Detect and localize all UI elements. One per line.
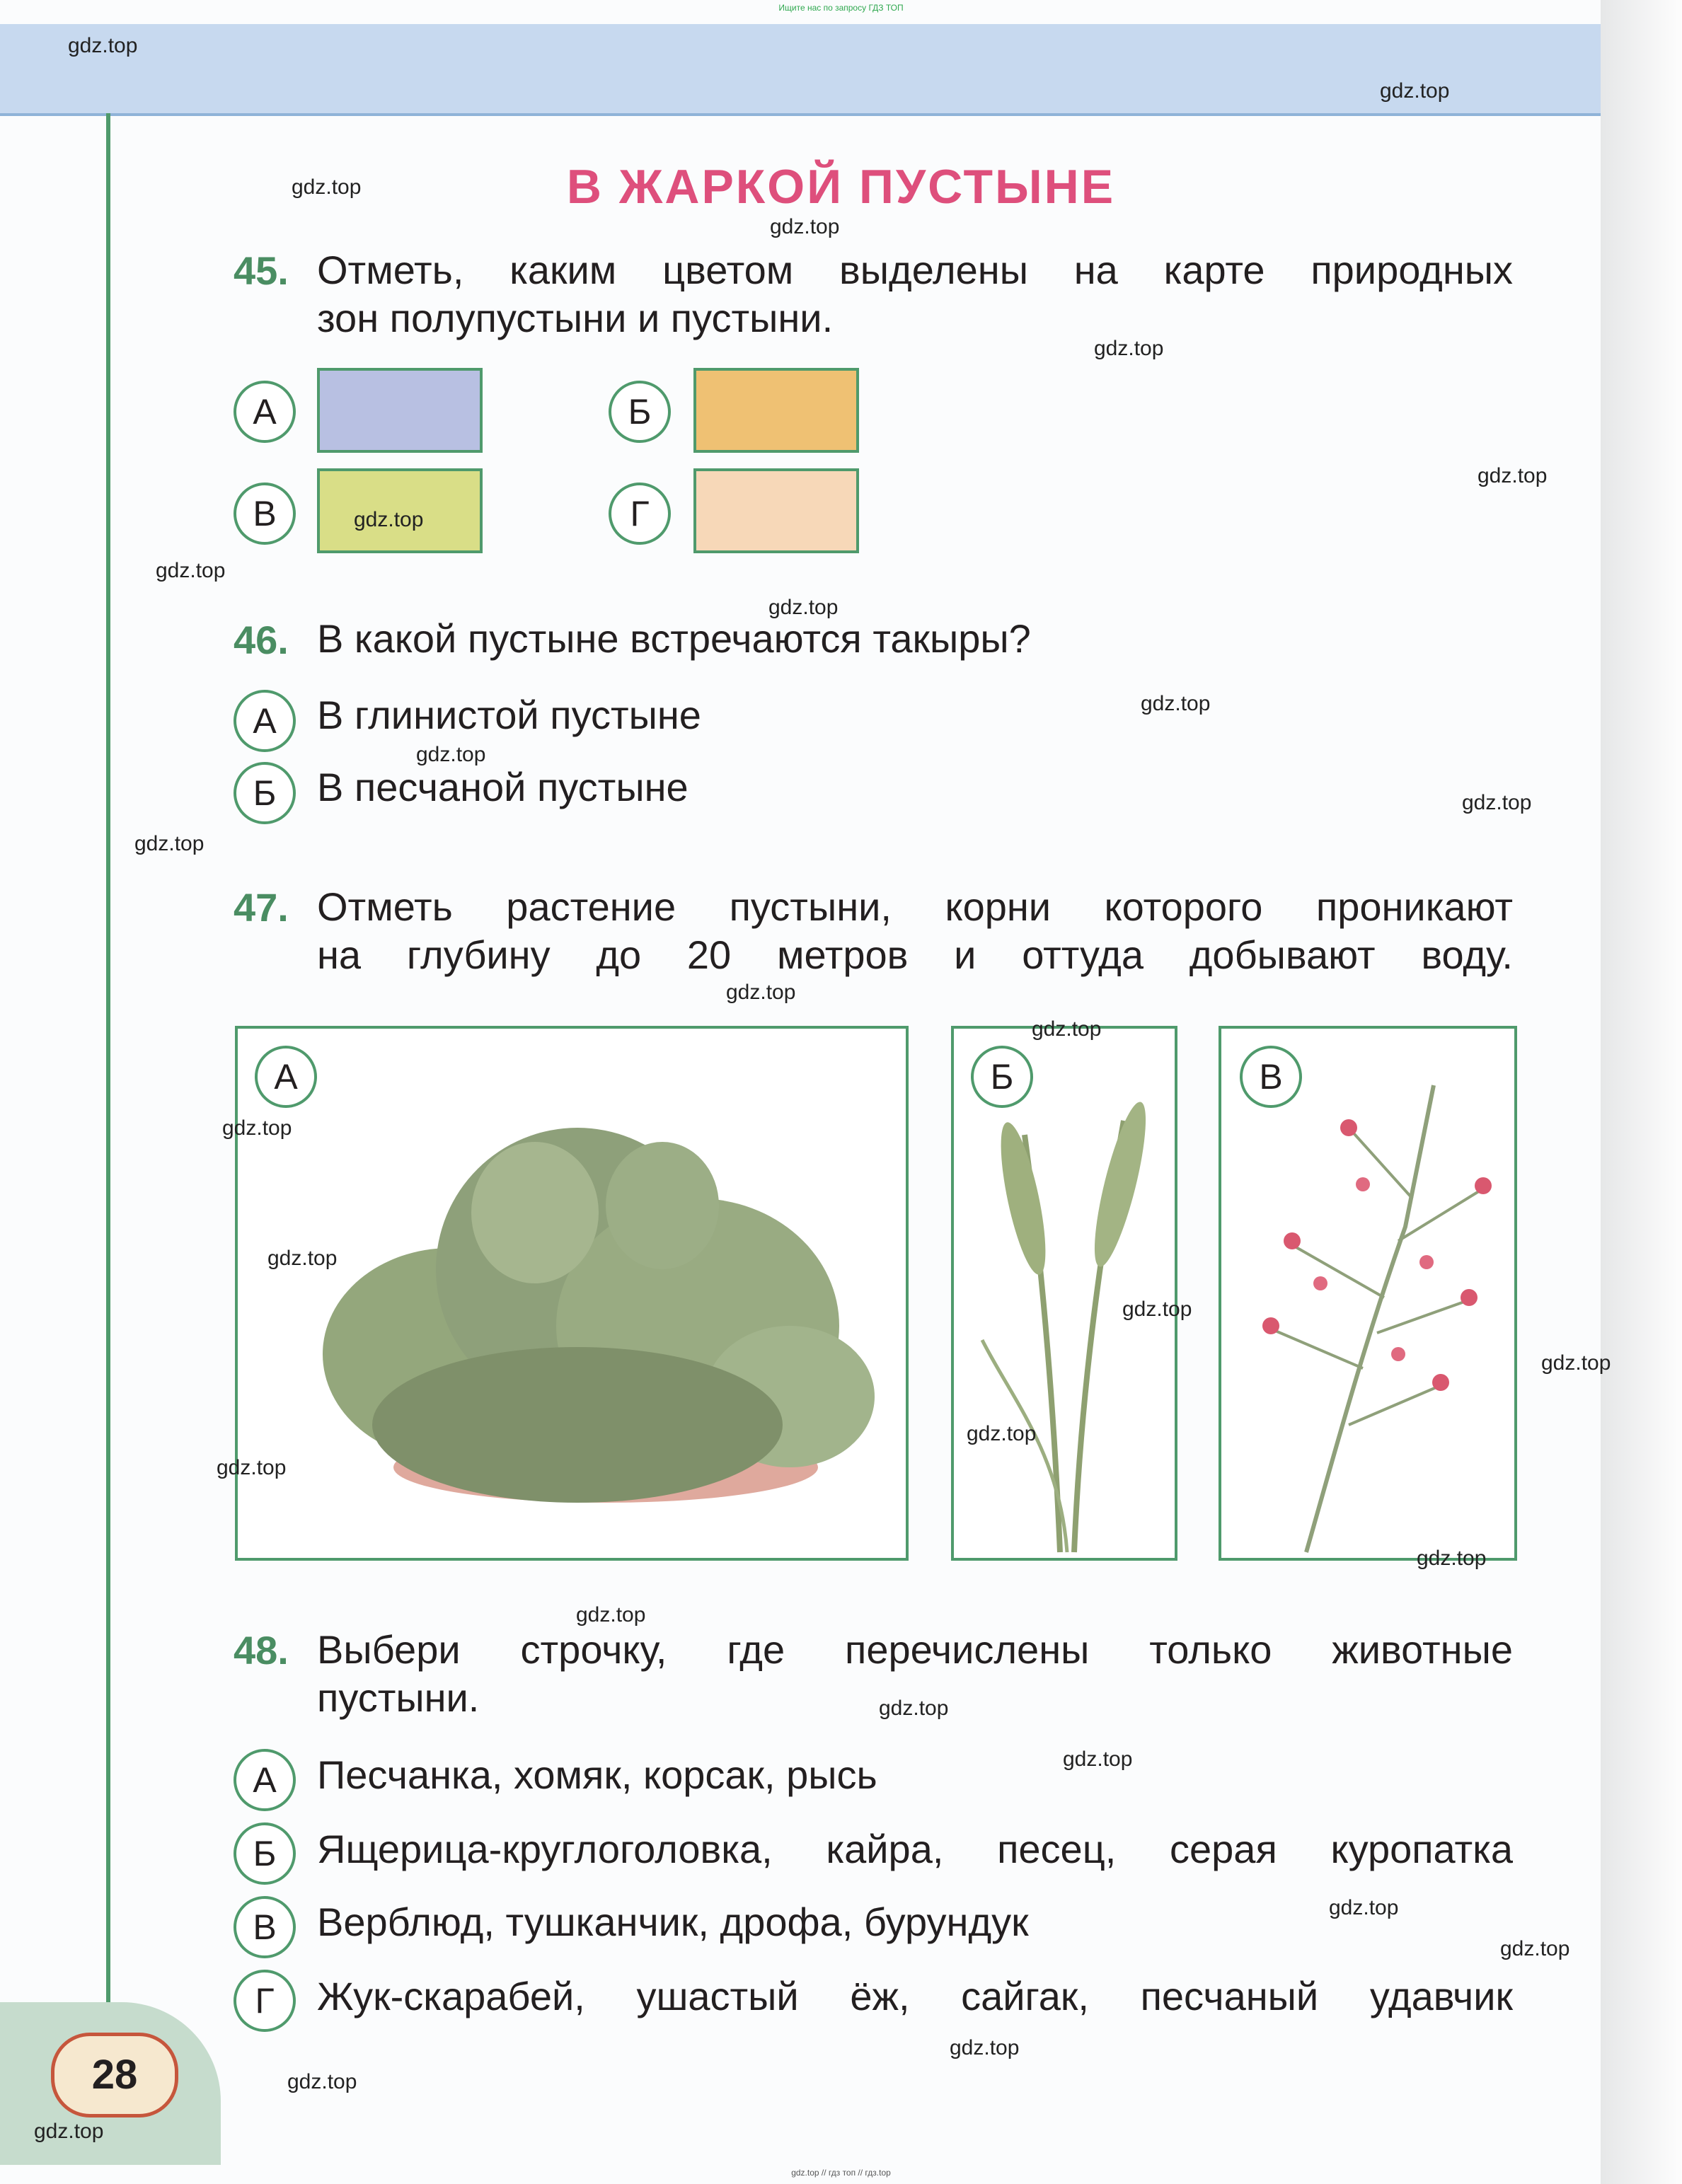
watermark: gdz.top: [967, 1422, 1037, 1445]
watermark: gdz.top: [1032, 1017, 1102, 1041]
q46-text: В какой пустыне встречаются такыры?: [317, 616, 1031, 661]
q48-option-b-text[interactable]: Ящерица-круглоголовка, кайра, песец, серая куропатка: [317, 1827, 1513, 1871]
grass-illustration: [954, 1029, 1175, 1558]
watermark: gdz.top: [267, 1247, 338, 1270]
watermark: gdz.top: [1541, 1351, 1611, 1375]
watermark: gdz.top: [576, 1603, 646, 1627]
q47-option-b-circle[interactable]: Б: [971, 1046, 1033, 1108]
watermark: gdz.top: [1063, 1747, 1133, 1771]
watermark: gdz.top: [292, 175, 362, 199]
bottom-note: gdz.top // гдз топ // гдз.top: [791, 2168, 891, 2178]
watermark: gdz.top: [416, 743, 486, 766]
q47-option-v-circle[interactable]: В: [1240, 1046, 1302, 1108]
q45-option-b-circle[interactable]: Б: [609, 381, 671, 443]
watermark: gdz.top: [1500, 1937, 1570, 1960]
watermark: gdz.top: [1122, 1298, 1192, 1321]
watermark: gdz.top: [1462, 791, 1532, 814]
q45-option-v-circle[interactable]: В: [234, 483, 296, 545]
watermark: gdz.top: [222, 1116, 292, 1140]
q48-option-b-circle[interactable]: Б: [234, 1822, 296, 1885]
watermark: gdz.top: [770, 215, 840, 238]
header-band: [0, 24, 1601, 116]
watermark: gdz.top: [1329, 1896, 1399, 1919]
shrub-illustration: [238, 1029, 906, 1558]
q45-line2: зон полупустыни и пустыни.: [317, 296, 834, 340]
q48-option-g-circle[interactable]: Г: [234, 1970, 296, 2032]
watermark: gdz.top: [34, 2120, 104, 2143]
q46-option-a-circle[interactable]: А: [234, 690, 296, 752]
q45-swatch-g[interactable]: [693, 468, 859, 553]
watermark: gdz.top: [354, 508, 424, 531]
watermark: gdz.top: [156, 559, 226, 582]
q47-panel-a[interactable]: [235, 1026, 909, 1561]
q47-line1: Отметь растение пустыни, корни которого проникают: [317, 884, 1513, 929]
page-edge-shadow: [1601, 0, 1682, 2184]
watermark: gdz.top: [879, 1697, 949, 1720]
watermark: gdz.top: [287, 2070, 357, 2093]
watermark: gdz.top: [1477, 464, 1548, 487]
q48-line2: пустыни.: [317, 1675, 480, 1720]
q48-option-a-text[interactable]: Песчанка, хомяк, корсак, рысь: [317, 1752, 877, 1797]
q46-option-b-text[interactable]: В песчаной пустыне: [317, 765, 689, 809]
q45-swatch-b[interactable]: [693, 368, 859, 453]
watermark: gdz.top: [134, 832, 205, 855]
watermark: gdz.top: [217, 1456, 287, 1479]
watermark: gdz.top: [768, 596, 839, 619]
q48-number: 48.: [234, 1628, 289, 1672]
q48-option-a-circle[interactable]: А: [234, 1749, 296, 1811]
top-note: Ищите нас по запросу ГДЗ ТОП: [778, 3, 904, 13]
watermark: gdz.top: [726, 981, 796, 1004]
q48-option-v-text[interactable]: Верблюд, тушканчик, дрофа, бурундук: [317, 1900, 1029, 1944]
q48-line1: Выбери строчку, где перечислены только животные: [317, 1627, 1513, 1672]
watermark: gdz.top: [1417, 1547, 1487, 1570]
q45-swatch-a[interactable]: [317, 368, 483, 453]
q47-number: 47.: [234, 885, 289, 930]
q45-option-a-circle[interactable]: А: [234, 381, 296, 443]
watermark: gdz.top: [1141, 692, 1211, 715]
q45-number: 45.: [234, 248, 289, 293]
q47-panel-b[interactable]: [951, 1026, 1177, 1561]
page-title: В ЖАРКОЙ ПУСТЫНЕ: [566, 160, 1116, 214]
q46-option-a-text[interactable]: В глинистой пустыне: [317, 693, 701, 737]
q45-option-g-circle[interactable]: Г: [609, 483, 671, 545]
margin-line: [106, 113, 110, 2158]
watermark: gdz.top: [68, 34, 138, 57]
q46-number: 46.: [234, 618, 289, 662]
flowering-plant-illustration: [1221, 1029, 1514, 1558]
q47-line2: на глубину до 20 метров и оттуда добывают воду.: [317, 932, 1513, 977]
q48-option-v-circle[interactable]: В: [234, 1896, 296, 1958]
watermark: gdz.top: [950, 2036, 1020, 2059]
watermark: gdz.top: [1094, 337, 1164, 360]
q46-option-b-circle[interactable]: Б: [234, 762, 296, 824]
q48-option-g-text[interactable]: Жук-скарабей, ушастый ёж, сайгак, песчаный удавчик: [317, 1974, 1513, 2018]
watermark: gdz.top: [1380, 79, 1450, 103]
q47-option-a-circle[interactable]: А: [255, 1046, 317, 1108]
q45-line1: Отметь, каким цветом выделены на карте природных: [317, 248, 1513, 292]
page-number: 28: [51, 2033, 178, 2117]
